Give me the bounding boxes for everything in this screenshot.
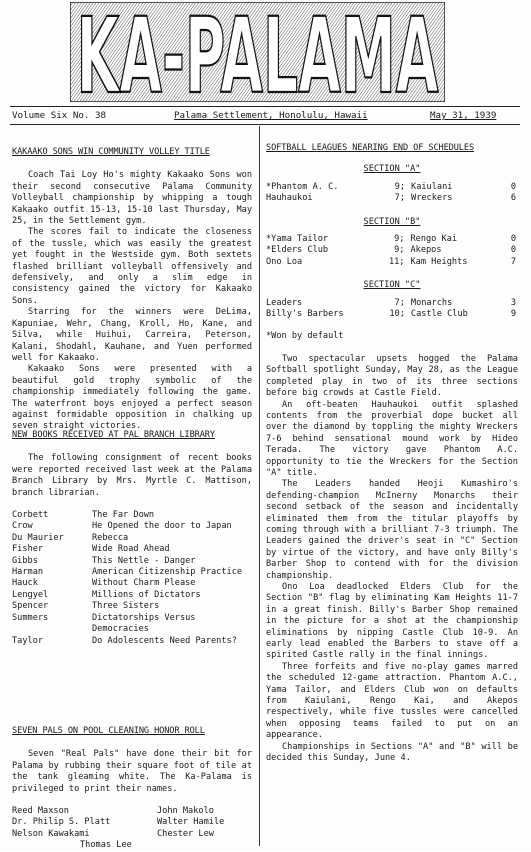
game-result-row (266, 309, 516, 320)
game-result-row (266, 257, 516, 268)
softball-paragraph: Ono Loa deadlocked Elders Club for the Section "B" flag by eliminating Kam Heights 11-7 in a great finish. Billy's Barber Shop remained in the picture for a shot at the championship eliminations by nipping Castle Club 10-9. An early lead enabled the Barbers to stave off a spirited Castle rally in the final innings. (266, 582, 518, 661)
volley-paragraph: Coach Tai Loy Ho's mighty Kakaako Sons won their second consecutive Palama Community Volleyball championship by whipping a tough Kakaako outfit 15-13, 15-10 last Thursday, May 25, in the Settlement gym. (12, 170, 252, 227)
book-title: This Nettle - Danger (92, 555, 196, 566)
pals-headline: SEVEN PALS ON POOL CLEANING HONOR ROLL (12, 726, 205, 736)
book-author (12, 624, 92, 635)
loser-team: Kaiulani (411, 181, 453, 192)
winner-team: Billy's Barbers (266, 309, 344, 320)
pals-paragraph: Seven "Real Pals" have done their bit for Palama by rubbing their square foot of tile at the tank gleaming white. The Ka-Palama is privileged to print their names. (12, 749, 252, 794)
honor-roll-last: Thomas Lee (80, 840, 132, 851)
winner-score: 7; (394, 193, 406, 204)
softball-headline: SOFTBALL LEAGUES NEARING END OF SCHEDULES (266, 143, 475, 153)
loser-team: Kam Heights (410, 256, 468, 267)
book-title: Rebecca (92, 532, 129, 543)
book-author: Gibbs (12, 555, 38, 566)
loser-score: 7 (510, 256, 516, 267)
honor-roll-name: Nelson Kawakami (12, 828, 90, 839)
game-result-row (266, 193, 516, 204)
winner-score: 10; (389, 309, 405, 320)
book-title: Dictatorships Versus (92, 612, 196, 623)
book-row (12, 624, 242, 635)
book-row (12, 510, 242, 521)
game-result-row (266, 245, 516, 256)
info-rule (10, 124, 520, 125)
forfeit-note: *Won by default (266, 331, 344, 342)
top-rule (10, 106, 520, 107)
loser-score: 3 (510, 297, 516, 308)
standings (266, 154, 518, 320)
masthead-title: KA-PALAMA (76, 2, 439, 102)
book-row (12, 636, 242, 647)
winner-team: Ono Loa (266, 256, 303, 267)
place-line: Palama Settlement, Honolulu, Hawaii (174, 110, 368, 121)
books-headline: NEW BOOKS RECEIVED AT PAL BRANCH LIBRARY (12, 430, 215, 440)
book-row (12, 521, 242, 532)
section-results (266, 182, 516, 205)
volley-article (12, 147, 252, 433)
winner-score: 9; (394, 181, 406, 192)
book-row (12, 533, 242, 544)
book-title: Democracies (92, 624, 149, 635)
winner-team: Hauhaukoi (266, 193, 313, 204)
honor-roll-row (12, 817, 244, 828)
loser-team: Castle Club (410, 309, 468, 320)
book-row (12, 613, 242, 624)
books-article (12, 430, 252, 647)
book-author: Du Maurier (12, 532, 64, 543)
loser-team: Akepos (410, 245, 442, 256)
book-title: American Citizenship Practice (92, 567, 243, 578)
game-result-row (266, 182, 516, 193)
section-title: SECTION "C" (363, 280, 421, 291)
book-author: Taylor (12, 635, 44, 646)
volley-headline: KAKAAKO SONS WIN COMMUNITY VOLLEY TITLE (12, 147, 210, 157)
loser-score: 0 (510, 181, 516, 192)
book-author: Harman (12, 567, 44, 578)
winner-score: 9; (394, 234, 405, 245)
book-title: Wide Road Ahead (92, 544, 170, 555)
masthead-logo (70, 2, 445, 102)
softball-paragraph: An oft-beaten Hauhaukoi outfit splashed contents from the proverbial dope bucket all over the diamond by toppling the mighty Wreckers 7-6 behind sensational mound work by Hideo Terada. The victory gave Phantom A.C. opportunity to tie the Wreckers for the Section "A" title. (266, 399, 518, 478)
honor-roll-name: Reed Maxson (12, 806, 69, 817)
book-title: Do Adolescents Need Parents? (92, 635, 237, 646)
book-author: Spencer (12, 601, 49, 612)
books-intro: The following consignment of recent books were reported received last week at the Palama Branch Library by Mrs. Myrtle C. Mattison, branch librarian. (12, 453, 252, 498)
book-author: Crow (12, 521, 33, 532)
honor-roll-name: Walter Hamile (157, 817, 225, 828)
winner-team: *Yama Tailor (266, 234, 329, 245)
winner-score: 7; (394, 297, 405, 308)
masthead (70, 2, 445, 102)
section-results (266, 234, 516, 268)
softball-paragraph: The Leaders handed Heoji Kumashiro's defending-champion McInerny Monarchs their second setback of the season and incidentally eliminated them from the titular playoffs by coming through with a brilliant 7-3 triumph. The Leaders gained the driver's seat in "C" Section by virtue of the victory, and have only Billy's Barber Shop to contend with for the division championship. (266, 479, 518, 581)
loser-score: 9 (510, 309, 516, 320)
issue-date: May 31, 1939 (430, 110, 497, 121)
book-title: Three Sisters (92, 601, 160, 612)
game-result-row (266, 298, 516, 309)
book-row (12, 567, 242, 578)
books-list (12, 510, 242, 647)
issue-info (12, 110, 518, 124)
book-title: Millions of Dictators (92, 589, 201, 600)
winner-score: 9; (394, 245, 405, 256)
loser-team: Wreckers (411, 193, 453, 204)
book-row (12, 578, 242, 589)
loser-team: Monarchs (410, 297, 453, 308)
book-title: Without Charm Please (92, 578, 196, 589)
book-row (12, 544, 242, 555)
softball-paragraph: Three forfeits and five no-play games marred the scheduled 12-game attraction. Phantom A.C., Yama Tailor, and Elders Club won on defaults from Kaiulani, Rengo Kai, and Akepos respectively, while five tussles were cancelled when opposing teams failed to put on an appearance. (266, 661, 518, 741)
pals-article (12, 726, 252, 852)
honor-roll-name: Chester Lew (157, 828, 214, 839)
volley-paragraph: The scores fail to indicate the closeness of the tussle, which was easily the greatest yet fought in the Westside gym. Both sextets flashed brilliant volleyball offensively and defensively, and only a slim edge in consistency gained the victory for Kakaako Sons. (12, 227, 252, 306)
column-divider (259, 126, 260, 846)
winner-team: *Phantom A. C. (266, 181, 339, 192)
book-row (12, 601, 242, 612)
volley-paragraph: Starring for the winners were DeLima, Kapuniae, Wehr, Chang, Kroll, Ho, Kane, and Silva, while Huihui, Carreira, Peterson, Kalani, Shodahl, Kauhane, and Yuen performed well for Kakaako. (12, 307, 252, 363)
book-author: Corbett (12, 510, 49, 521)
honor-roll-name: John Makolo (157, 806, 214, 817)
loser-score: 0 (510, 245, 516, 256)
book-row (12, 556, 242, 567)
book-row (12, 590, 242, 601)
softball-paragraph: Championships in Sections "A" and "B" will be decided this Sunday, June 4. (266, 741, 518, 764)
winner-team: Leaders (266, 297, 303, 308)
book-title: The Far Down (92, 510, 155, 521)
winner-score: 11; (388, 256, 405, 267)
book-title: He Opened the door to Japan (92, 521, 232, 532)
section-title: SECTION "B" (363, 216, 421, 227)
book-author: Summers (12, 612, 49, 623)
section-results (266, 298, 516, 321)
volume-number: Volume Six No. 38 (12, 110, 107, 121)
loser-score: 6 (510, 193, 516, 204)
book-author: Lengyel (12, 589, 49, 600)
book-author: Hauck (12, 578, 38, 589)
volley-paragraph: Kakaako Sons were presented with a beautiful gold trophy symbolic of the championship immediately following the game. The waterfront boys enjoyed a perfect season against formidable opposition in chalking up seven straight victories. (12, 364, 252, 432)
softball-paragraph: Two spectacular upsets hogged the Palama Softball spotlight Sunday, May 28, as the League completed play in two of its three sections before big crowds at Castle Field. (266, 353, 518, 399)
honor-roll-name: Dr. Philip S. Platt (12, 817, 111, 828)
honor-roll-row (12, 829, 244, 840)
loser-score: 0 (510, 234, 516, 245)
game-result-row (266, 234, 516, 245)
honor-roll-row (12, 806, 244, 817)
softball-article (266, 143, 518, 765)
loser-team: Rengo Kai (410, 234, 458, 245)
honor-roll (12, 806, 244, 840)
book-author: Fisher (12, 544, 44, 555)
section-title: SECTION "A" (363, 164, 421, 175)
winner-team: *Elders Club (266, 245, 329, 256)
